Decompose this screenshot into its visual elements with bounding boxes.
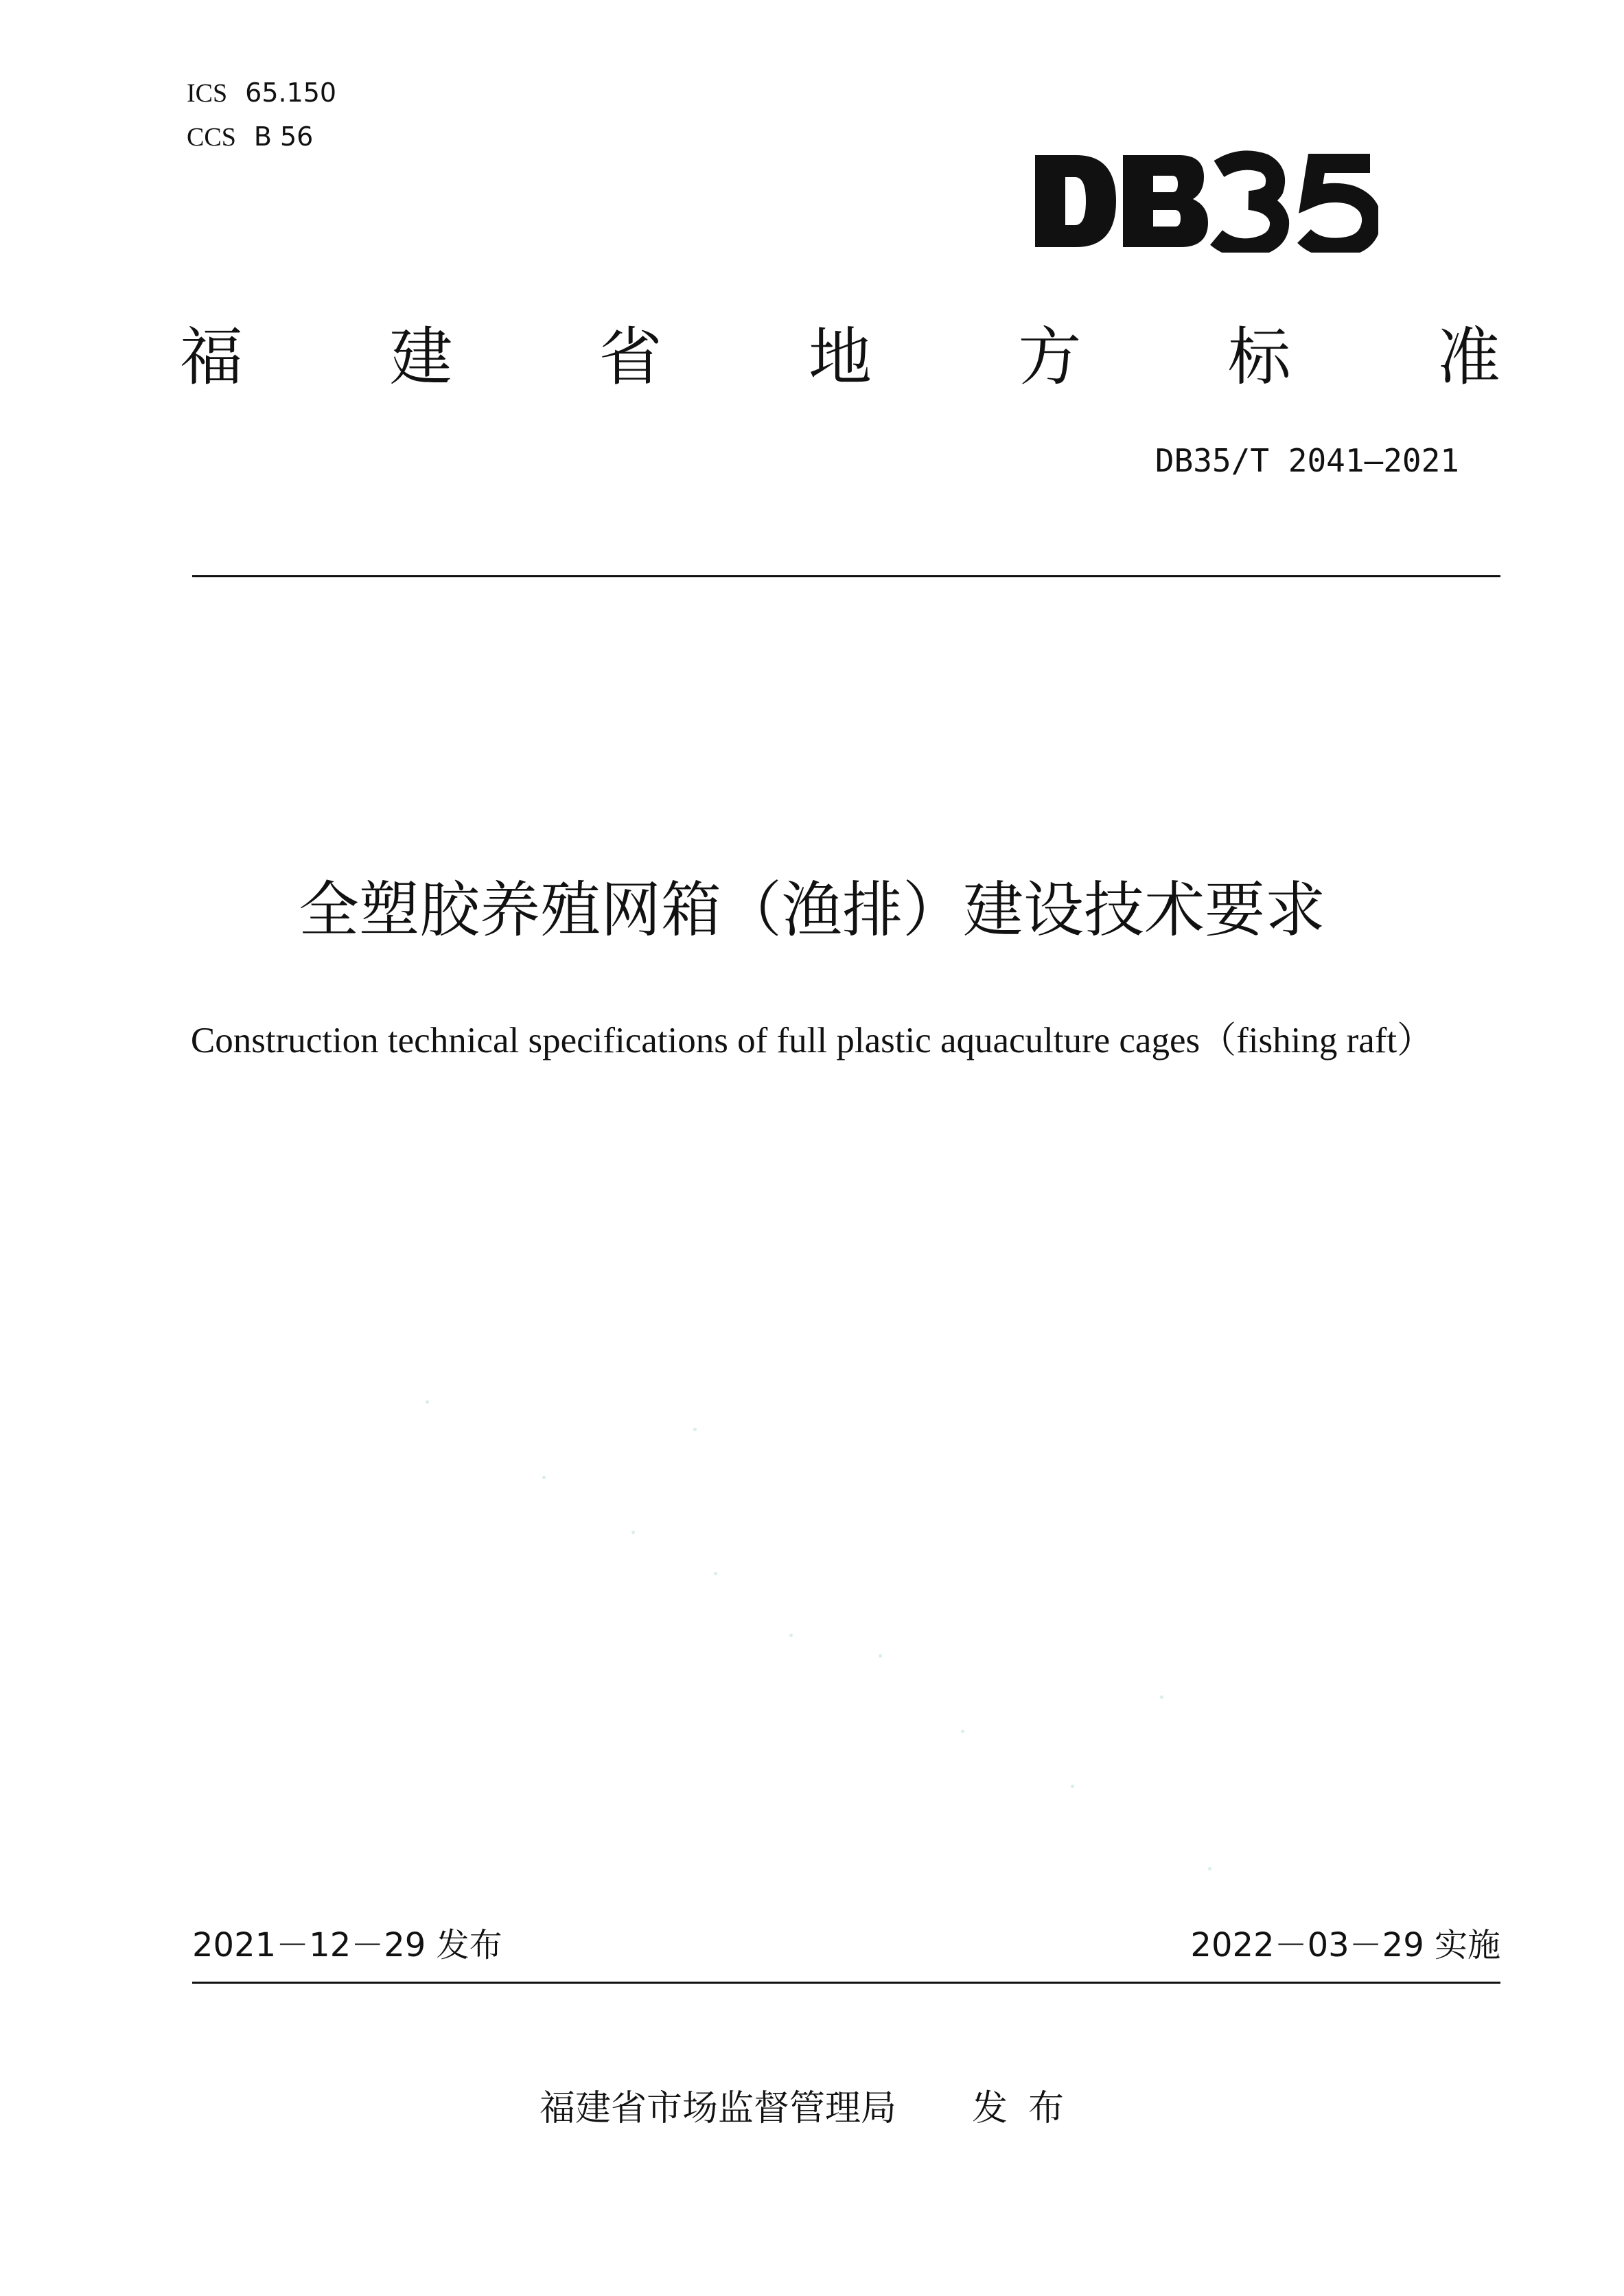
header-char-3: 省 [599,321,662,394]
publisher [0,2088,1624,2129]
db35-logo-3 [1216,161,1279,248]
header-char-1: 福 [180,321,244,394]
standard-number: DB35/T 2041—2021 [1155,442,1459,479]
title-chinese: 全塑胶养殖网箱（渔排）建设技术要求 [298,874,1325,945]
top-divider [192,575,1500,577]
bottom-divider [192,1982,1500,1984]
ics-code [187,80,336,106]
header-char-4: 地 [808,321,872,394]
implement-date: 2022－03－29 实施 [1190,1926,1500,1964]
db35-logo [1035,150,1378,253]
ics-label: ICS [187,79,228,108]
header-char-6: 标 [1227,321,1291,394]
ccs-label: CCS [187,123,236,152]
header-char-5: 方 [1018,321,1082,394]
title-english: Construction technical specifications of full plastic aquaculture cages（fishing raft） [190,1021,1434,1060]
publisher-action: 发布 [972,2088,1085,2129]
ccs-value: B 56 [253,121,314,152]
db35-logo-b [1123,155,1208,247]
header-title [180,320,1500,395]
ics-value: 65.150 [245,78,337,108]
ccs-code [187,121,314,152]
publisher-name: 福建省市场监督管理局 [539,2088,896,2129]
header-char-2: 建 [389,321,453,394]
header-char-7: 准 [1437,321,1500,394]
db35-logo-5 [1304,163,1371,248]
publish-date: 2021－12－29 发布 [192,1926,502,1964]
db35-logo-d [1035,155,1116,247]
